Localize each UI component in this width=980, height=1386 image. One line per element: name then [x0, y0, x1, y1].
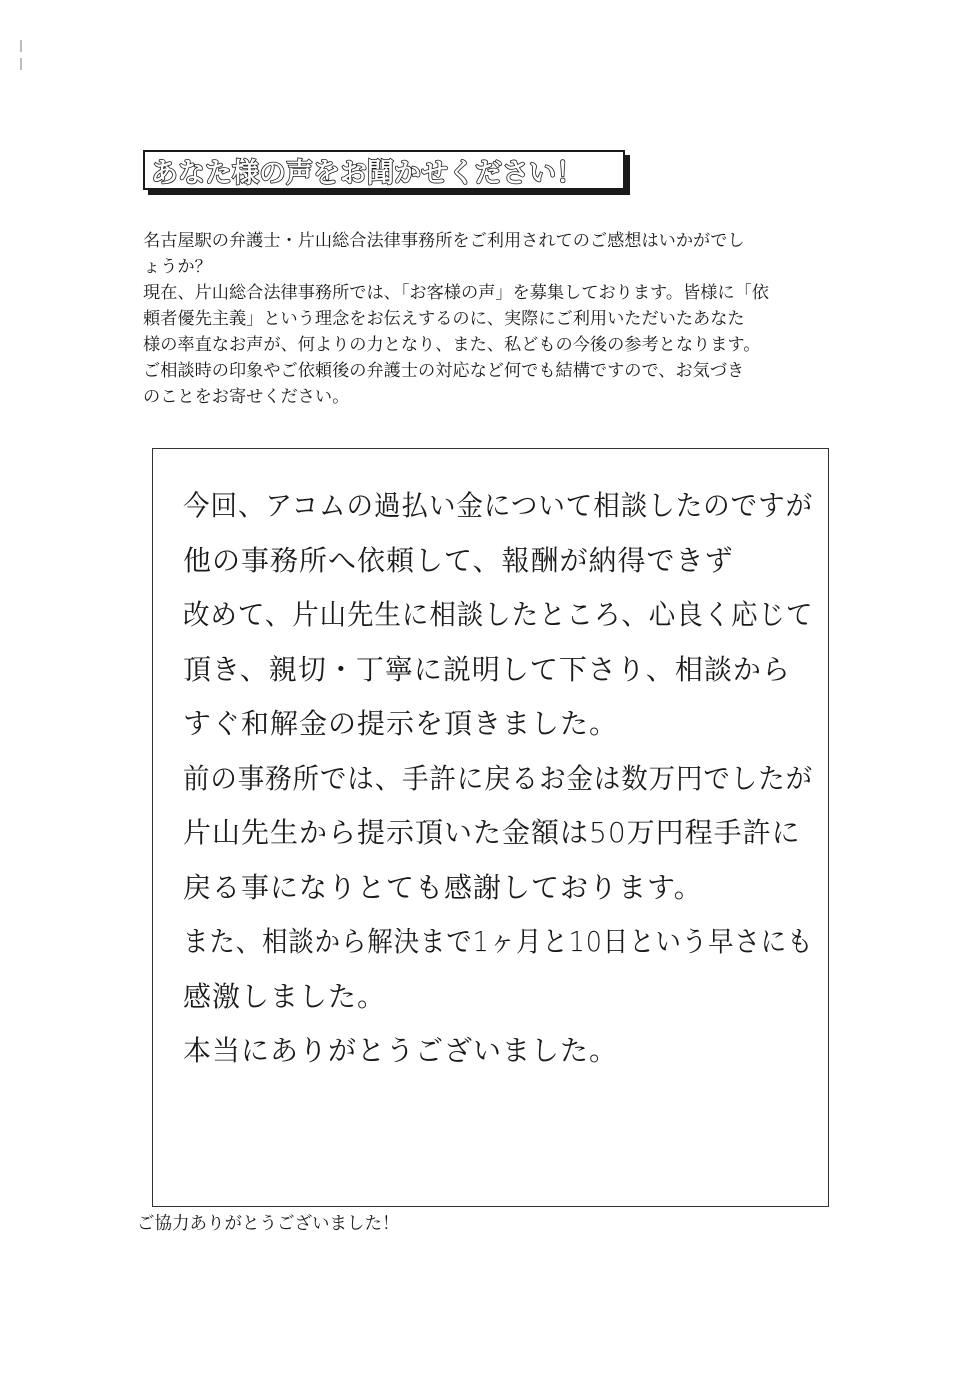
intro-line: 名古屋駅の弁護士・片山総合法律事務所をご利用されてのご感想はいかがでし: [143, 231, 745, 251]
comment-line: 他の事務所へ依頼して、報酬が納得できず: [183, 543, 734, 577]
intro-paragraph: [143, 228, 848, 410]
scan-mark-top: [20, 40, 22, 52]
intro-line: 現在、片山総合法律事務所では、「お客様の声」を募集しております。皆様に「依: [143, 283, 769, 303]
comment-line: 本当にありがとうございました。: [183, 1034, 619, 1067]
intro-line: 頼者優先主義」という理念をお伝えするのに、実際にご利用いただいたあなた: [143, 309, 745, 329]
page-title: あなた様の声をお聞かせください！: [151, 157, 583, 189]
intro-line: 様の率直なお声が、何よりの力となり、また、私どもの今後の参考となります。: [143, 335, 761, 355]
scan-mark-bottom: [20, 58, 22, 70]
comment-line: すぐ和解金の提示を頂きました。: [183, 707, 619, 740]
comment-line: 片山先生から提示頂いた金額は50万円程手許に: [183, 816, 801, 849]
comment-line: 頂き、親切・丁寧に説明して下さり、相談から: [183, 652, 791, 686]
comment-line: 改めて、片山先生に相談したところ、心良く応じて: [183, 598, 814, 631]
comment-line: 今回、アコムの過払い金について相談したのですが: [183, 489, 814, 522]
customer-comment-box: [152, 448, 829, 1207]
intro-line: ご相談時の印象やご依頼後の弁護士の対応など何でも結構ですので、お気づき: [143, 361, 745, 381]
comment-line: 感激しました。: [183, 979, 387, 1013]
comment-line: 戻る事になりとても感謝しております。: [183, 870, 703, 904]
comment-line: また、相談から解決まで1ヶ月と10日という早さにも: [183, 925, 814, 958]
handwritten-comment: [183, 479, 813, 1079]
intro-line: のことをお寄せください。: [143, 387, 350, 407]
thank-you-note: ご協力ありがとうございました！: [137, 1214, 400, 1234]
title-box: [143, 150, 625, 190]
intro-line: ょうか？: [143, 257, 212, 277]
comment-line: 前の事務所では、手許に戻るお金は数万円でしたが: [183, 761, 813, 795]
